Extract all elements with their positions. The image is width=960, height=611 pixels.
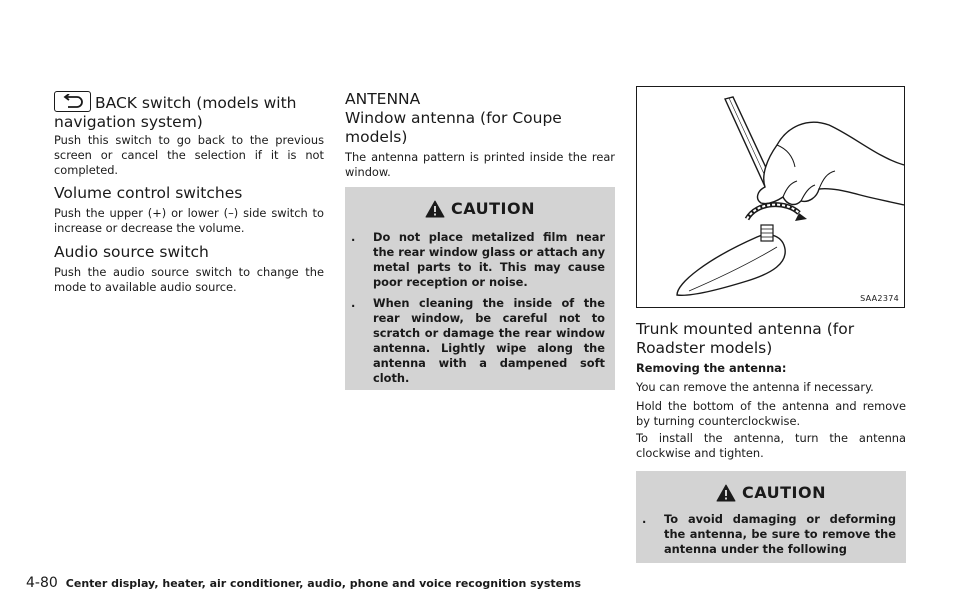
- window-antenna-text: The antenna pattern is printed inside the rear window.: [345, 150, 615, 179]
- caution-item: . When cleaning the inside of the rear window, be careful not to scratch or damage the rear window antenna. Lightly wipe along the antenna with a dampened soft cloth.: [351, 296, 605, 385]
- caution-list: [636, 512, 906, 557]
- audio-source-text: Push the audio source switch to change the mode to available audio source.: [54, 265, 324, 294]
- caution-box: [636, 471, 906, 563]
- page-number: 4-80: [26, 575, 58, 591]
- caution-item: . Do not place metalized film near the rear window glass or attach any metal parts to it. This may cause poor reception or noise.: [351, 230, 605, 289]
- trunk-paragraph-3: To install the antenna, turn the antenna clockwise and tighten.: [636, 431, 906, 460]
- back-arrow-icon: [54, 91, 91, 112]
- window-antenna-heading: Window antenna (for Coupe models): [345, 109, 562, 146]
- warning-triangle-icon: [716, 484, 736, 502]
- page-footer: [26, 572, 581, 591]
- caution-heading: CAUTION: [636, 483, 906, 502]
- trunk-paragraph-2: Hold the bottom of the antenna and remove by turning counterclockwise.: [636, 399, 906, 428]
- hand-removing-antenna-illustration: [637, 87, 904, 307]
- caution-list: [345, 230, 615, 386]
- caution-box: [345, 187, 615, 390]
- antenna-heading: ANTENNA: [345, 90, 421, 108]
- removing-label: Removing the antenna:: [636, 361, 787, 375]
- trunk-paragraph-1: You can remove the antenna if necessary.: [636, 380, 874, 394]
- trunk-antenna-heading: Trunk mounted antenna (for Roadster models): [636, 320, 855, 357]
- figure-label: SAA2374: [860, 294, 899, 303]
- caution-item: . To avoid damaging or deforming the antenna, be sure to remove the antenna under the following: [642, 512, 896, 556]
- antenna-illustration: [636, 86, 905, 308]
- audio-source-heading: Audio source switch: [54, 243, 209, 261]
- volume-text: Push the upper (+) or lower (–) side switch to increase or decrease the volume.: [54, 206, 324, 235]
- back-switch-heading: BACK switch (models with navigation system): [54, 91, 324, 132]
- back-switch-text: Push this switch to go back to the previous screen or cancel the selection if it is not completed.: [54, 133, 324, 177]
- warning-triangle-icon: [425, 200, 445, 218]
- caution-heading: CAUTION: [345, 199, 615, 218]
- section-title: Center display, heater, air conditioner, audio, phone and voice recognition systems: [65, 577, 582, 590]
- volume-heading: Volume control switches: [54, 184, 243, 202]
